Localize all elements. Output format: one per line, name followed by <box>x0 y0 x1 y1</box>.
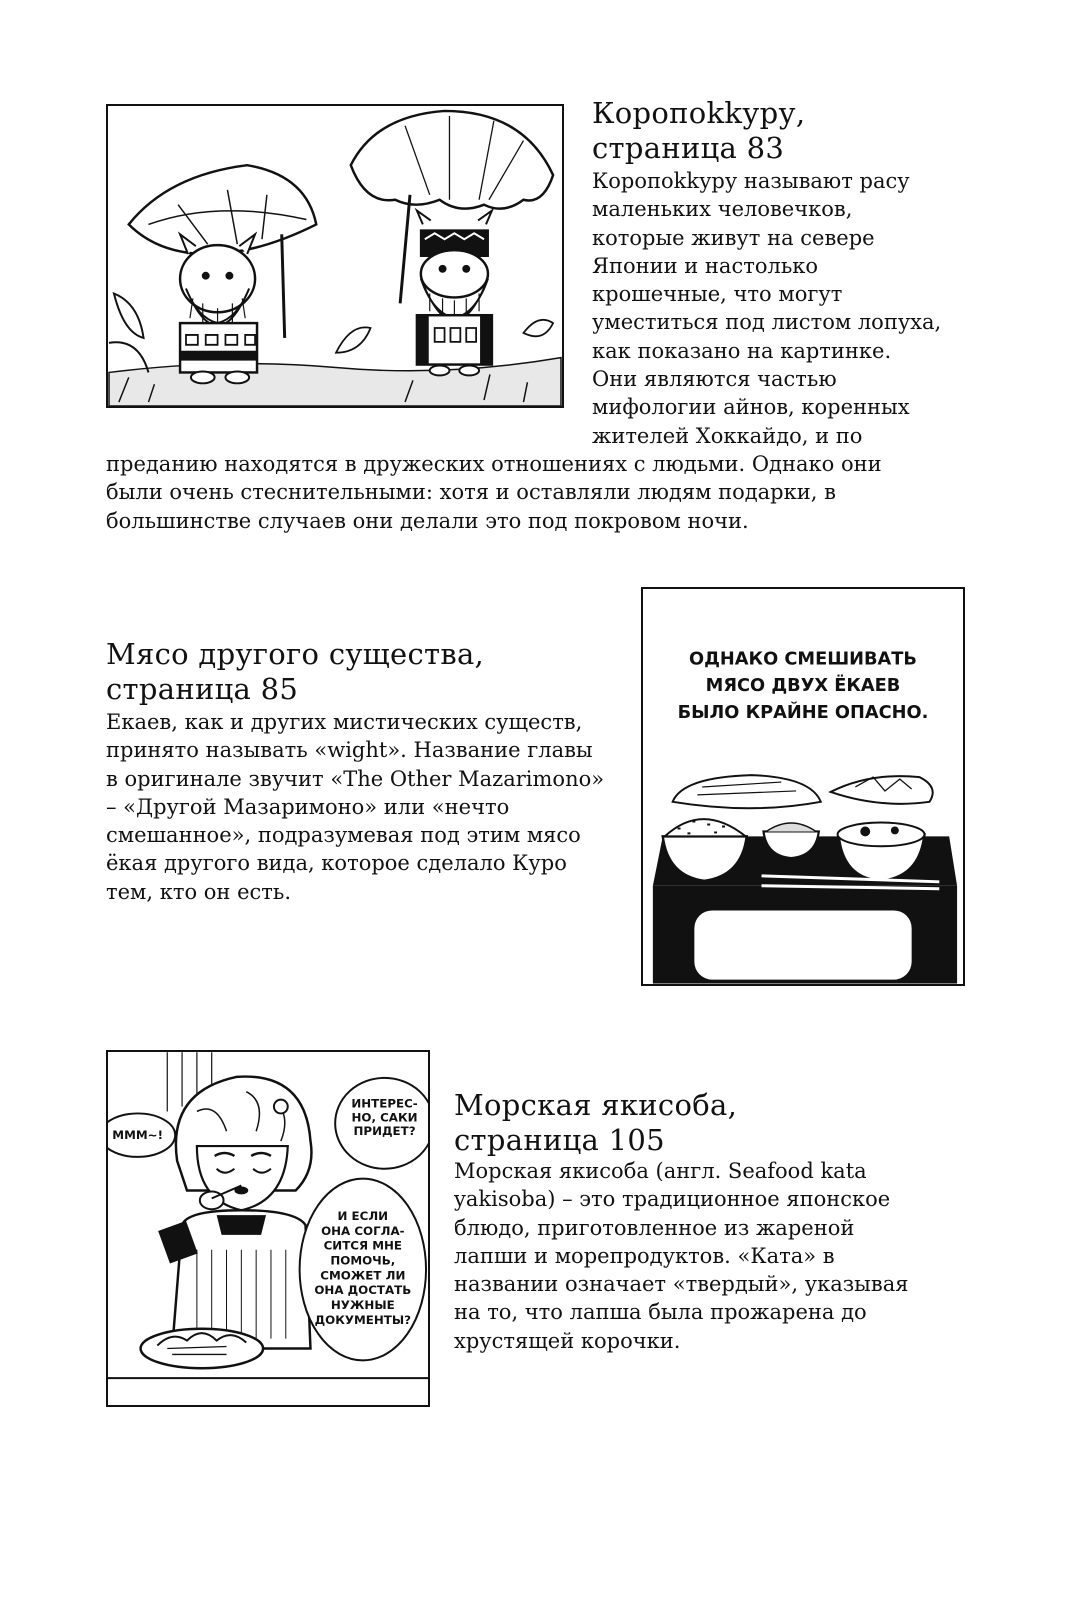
text-line: в оригинале звучит «The Other Mazarimono» <box>106 766 605 791</box>
bubble-doubt-line-8: ДОКУМЕНТЫ? <box>314 1312 412 1327</box>
yakisoba-illustration <box>106 1050 430 1407</box>
text-line: как показано на картинке. <box>592 338 892 363</box>
bubble-question-line-2: НО, САКИ <box>351 1110 418 1125</box>
text-line: на то, что лапша была прожарена до <box>454 1300 867 1325</box>
text-line: принято называть «wight». Название главы <box>106 738 593 763</box>
bubble-doubt-line-6: ОНА ДОСТАТЬ <box>314 1283 412 1298</box>
text-line: преданию находятся в дружеских отношениях с людьми. Однако они <box>106 452 882 476</box>
koropokkuru-title <box>592 96 805 166</box>
yakisoba-title-line-2: страница 105 <box>454 1123 665 1157</box>
koropokkuru-title-line-2: страница 83 <box>592 131 785 165</box>
yakisoba-title-line-1: Морская якисоба, <box>454 1088 738 1122</box>
koropokkuru-illustration <box>106 104 564 408</box>
bubble-doubt-line-7: НУЖНЫЕ <box>330 1297 395 1312</box>
text-line: – «Другой Мазаримоно» или «нечто <box>106 794 510 819</box>
yakisoba-text <box>454 1157 908 1355</box>
text-line: хрустящей корочки. <box>454 1328 681 1353</box>
text-line: смешанное», подразумевая под этим мясо <box>106 823 581 848</box>
panel-caption-line-3: БЫЛО КРАЙНЕ ОПАСНО. <box>677 702 929 723</box>
text-line: названии означает «твердый», указывая <box>454 1272 909 1297</box>
text-line: блюдо, приготовленное из жареной <box>454 1215 855 1240</box>
bubble-doubt-line-4: ПОМОЧЬ, <box>330 1253 396 1268</box>
koropokkuru-text-column <box>592 167 941 450</box>
text-line: Японии и настолько <box>592 253 819 278</box>
meat-title <box>106 637 484 707</box>
text-line: маленьких человечков, <box>592 197 853 222</box>
yakisoba-drawing <box>108 1052 428 1405</box>
text-line: Коропоkkуру называют расу <box>592 169 910 193</box>
bubble-doubt-line-3: СИТСЯ МНЕ <box>323 1238 403 1253</box>
yakisoba-title <box>454 1088 737 1158</box>
text-line: уместиться под листом лопуха, <box>592 310 942 335</box>
text-line: тем, кто он есть. <box>106 879 292 904</box>
text-line: ёкая другого вида, которое сделало Куро <box>106 851 567 876</box>
text-line: которые живут на севере <box>592 225 875 250</box>
text-line: лапши и морепродуктов. «Ката» в <box>454 1243 835 1268</box>
meat-title-line-2: страница 85 <box>106 672 299 706</box>
text-line: были очень стеснительными: хотя и оставляли людям подарки, в <box>106 480 836 505</box>
text-line: yakisoba) – это традиционное японское <box>454 1187 891 1212</box>
koropokkuru-drawing <box>108 106 562 406</box>
bubble-doubt-line-5: СМОЖЕТ ЛИ <box>320 1268 406 1283</box>
bubble-question-line-3: ПРИДЕТ? <box>353 1124 416 1139</box>
bubble-doubt-line-2: ОНА СОГЛА- <box>321 1223 405 1238</box>
text-line: Они являются частью <box>592 367 837 392</box>
meat-title-line-1: Мясо другого существа, <box>106 637 485 671</box>
bubble-question-line-1: ИНТЕРЕС- <box>351 1096 418 1111</box>
meat-text <box>106 708 604 906</box>
panel-caption-line-2: МЯСО ДВУХ ЁКАЕВ <box>705 676 901 697</box>
panel-caption-line-1: ОДНАКО СМЕШИВАТЬ <box>689 649 917 670</box>
bubble-doubt-line-1: И ЕСЛИ <box>337 1209 389 1224</box>
koropokkuru-text-full-width <box>106 450 882 535</box>
text-line: Морская якисоба (англ. Seafood kata <box>454 1159 867 1183</box>
koropokkuru-title-line-1: Коропоkkуру, <box>592 96 806 130</box>
meal-tray-drawing <box>643 589 963 984</box>
text-line: Екаев, как и других мистических существ, <box>106 710 583 734</box>
bubble-mmm: МММ~! <box>112 1128 163 1143</box>
text-line: крошечные, что могут <box>592 282 843 307</box>
text-line: мифологии айнов, коренных <box>592 395 910 420</box>
meal-tray-illustration <box>641 587 965 986</box>
text-line: большинстве случаев они делали это под покровом ночи. <box>106 508 749 533</box>
text-line: жителей Хоккайдо, и по <box>592 423 863 448</box>
